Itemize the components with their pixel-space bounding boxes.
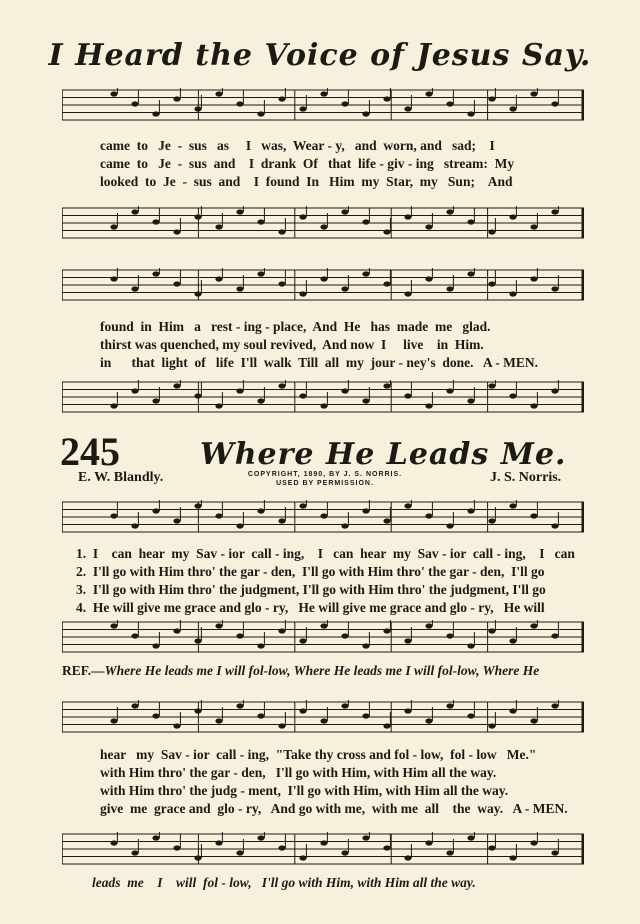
author-credit: E. W. Blandly.: [78, 470, 164, 485]
lyric-line: hear my Sav - ior call - ing, "Take thy cross and fol - low, fol - low Me.": [100, 747, 537, 762]
lyric-line: in that light of life I'll walk Till all my jour - ney's done. A - MEN.: [100, 355, 539, 370]
lyric-line: came to Je - sus and I drank Of that life - giv - ing stream: My: [100, 156, 515, 171]
bass-staff: [62, 380, 584, 414]
refrain-line: [62, 663, 539, 679]
staff-graphic: [62, 500, 584, 534]
copyright-line: COPYRIGHT, 1890, BY J. S. NORRIS.: [247, 471, 403, 478]
lyric-line: looked to Je - sus and I found In Him my Star, my Sun; And: [100, 174, 513, 189]
verse-line: 4. He will give me grace and glo - ry, He will give me grace and glo - ry, He will: [76, 600, 545, 615]
refrain-label: REF.: [62, 663, 92, 678]
bass-staff: [62, 620, 584, 654]
staff-graphic: [62, 206, 584, 240]
lyric-line: with Him thro' the gar - den, I'll go with Him, with Him all the way.: [100, 765, 497, 780]
staff-graphic: [62, 88, 584, 122]
bass-staff: [62, 832, 584, 866]
staff-graphic: [62, 620, 584, 654]
refrain-end-line: leads me I will fol - low, I'll go with Him, with Him all the way.: [92, 875, 476, 890]
composer-credit: J. S. Norris.: [490, 470, 562, 485]
copyright-line: USED BY PERMISSION.: [276, 480, 374, 487]
lyric-line: found in Him a rest - ing - place, And He has made me glad.: [100, 319, 491, 334]
treble-staff: [62, 88, 584, 122]
verse-line: 3. I'll go with Him thro' the judgment, I'll go with Him thro' the judgment, I'll go: [76, 582, 546, 597]
lyric-line: with Him thro' the judg - ment, I'll go with Him, with Him all the way.: [100, 783, 509, 798]
staff-graphic: [62, 380, 584, 414]
verse-line: 1. I can hear my Sav - ior call - ing, I can hear my Sav - ior call - ing, I can: [76, 546, 575, 561]
lyric-line: came to Je - sus as I was, Wear - y, and worn, and sad; I: [100, 138, 495, 153]
lyric-line: thirst was quenched, my soul revived, And now I live in Him.: [100, 337, 484, 352]
hymn-title-2: Where He Leads Me.: [200, 437, 567, 472]
treble-staff: [62, 268, 584, 302]
hymn-number: 245: [60, 429, 120, 474]
bass-staff: [62, 206, 584, 240]
verse-line: 2. I'll go with Him thro' the gar - den, I'll go with Him thro' the gar - den, I'll go: [76, 564, 545, 579]
staff-graphic: [62, 700, 584, 734]
lyric-line: give me grace and glo - ry, And go with me, with me all the way. A - MEN.: [100, 801, 568, 816]
hymn-title-1: I Heard the Voice of Jesus Say.: [48, 38, 592, 73]
treble-staff: [62, 700, 584, 734]
refrain-text: —Where He leads me I will fol-low, Where He leads me I will fol-low, Where He: [91, 663, 540, 678]
staff-graphic: [62, 268, 584, 302]
treble-staff: [62, 500, 584, 534]
staff-graphic: [62, 832, 584, 866]
